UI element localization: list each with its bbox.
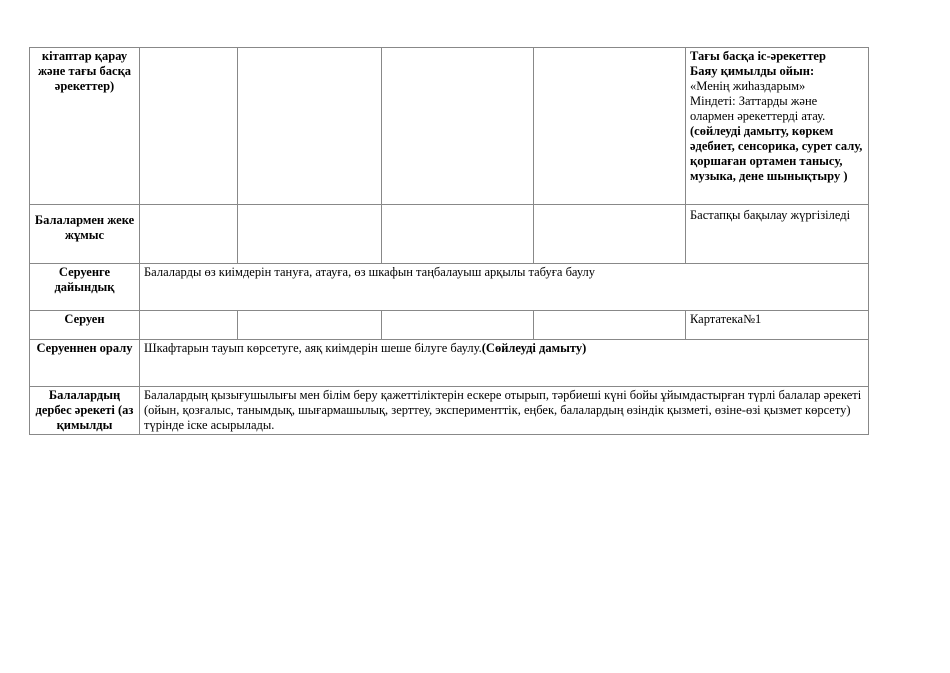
game-title: Баяу қимылды ойын: [690,64,815,78]
row-label: кітаптар қарау және тағы басқа әрекеттер) [30,48,140,205]
table-row [30,48,869,205]
card-index-cell: Картатека№1 [686,311,869,340]
row-label: Серуенге дайындық [30,264,140,311]
row-text-bold: (Сөйлеуді дамыту) [481,341,587,355]
row-label: Балалармен жеке жұмыс [30,205,140,264]
empty-cell [534,48,686,205]
row-text: Балаларды өз киімдерін тануға, атауға, өз шкафын таңбалауыш арқылы табуға баулу [140,264,869,311]
table-row [30,311,869,340]
table-row [30,264,869,311]
activity-cell [686,48,869,205]
activity-heading: Тағы басқа іс-әрекеттер [690,49,826,63]
empty-cell [140,311,238,340]
row-text: Шкафтарын тауып көрсетуге, аяқ киімдерін шеше білуге баулу. [144,341,482,355]
empty-cell [382,48,534,205]
empty-cell [140,48,238,205]
observation-cell: Бастапқы бақылау жүргізіледі [686,205,869,264]
empty-cell [382,311,534,340]
row-label: Серуеннен оралу [30,340,140,387]
game-task: Міндеті: Заттарды және олармен әрекеттерді атау. [690,94,826,123]
empty-cell [140,205,238,264]
row-text: Балалардың қызығушылығы мен білім беру қажеттіліктерін ескере отырып, тәрбиеші күні бойы ұйымдастырған түрлі балалар әрекеті (ойын, қозғалыс, танымдық, шығармашылық, зерттеу, эксперименттік, еңбек, балалардың өзіндік қызметі, өзіне-өзі қызмет көрсету) түрінде іске асырылады. [140,387,869,435]
row-label: Балалардың дербес әрекеті (аз қимылды [30,387,140,435]
game-name: «Менің жиһаздарым» [690,79,806,93]
row-text-cell [140,340,869,387]
empty-cell [238,311,382,340]
empty-cell [534,205,686,264]
row-label: Серуен [30,311,140,340]
empty-cell [534,311,686,340]
empty-cell [238,48,382,205]
table-row [30,205,869,264]
activity-areas: (сөйлеуді дамыту, көркем әдебиет, сенсорика, сурет салу, қоршаған ортамен танысу, музыка, дене шынықтыру ) [690,124,863,183]
empty-cell [238,205,382,264]
empty-cell [382,205,534,264]
daily-plan-table [29,47,869,435]
table-row [30,340,869,387]
table-row [30,387,869,435]
